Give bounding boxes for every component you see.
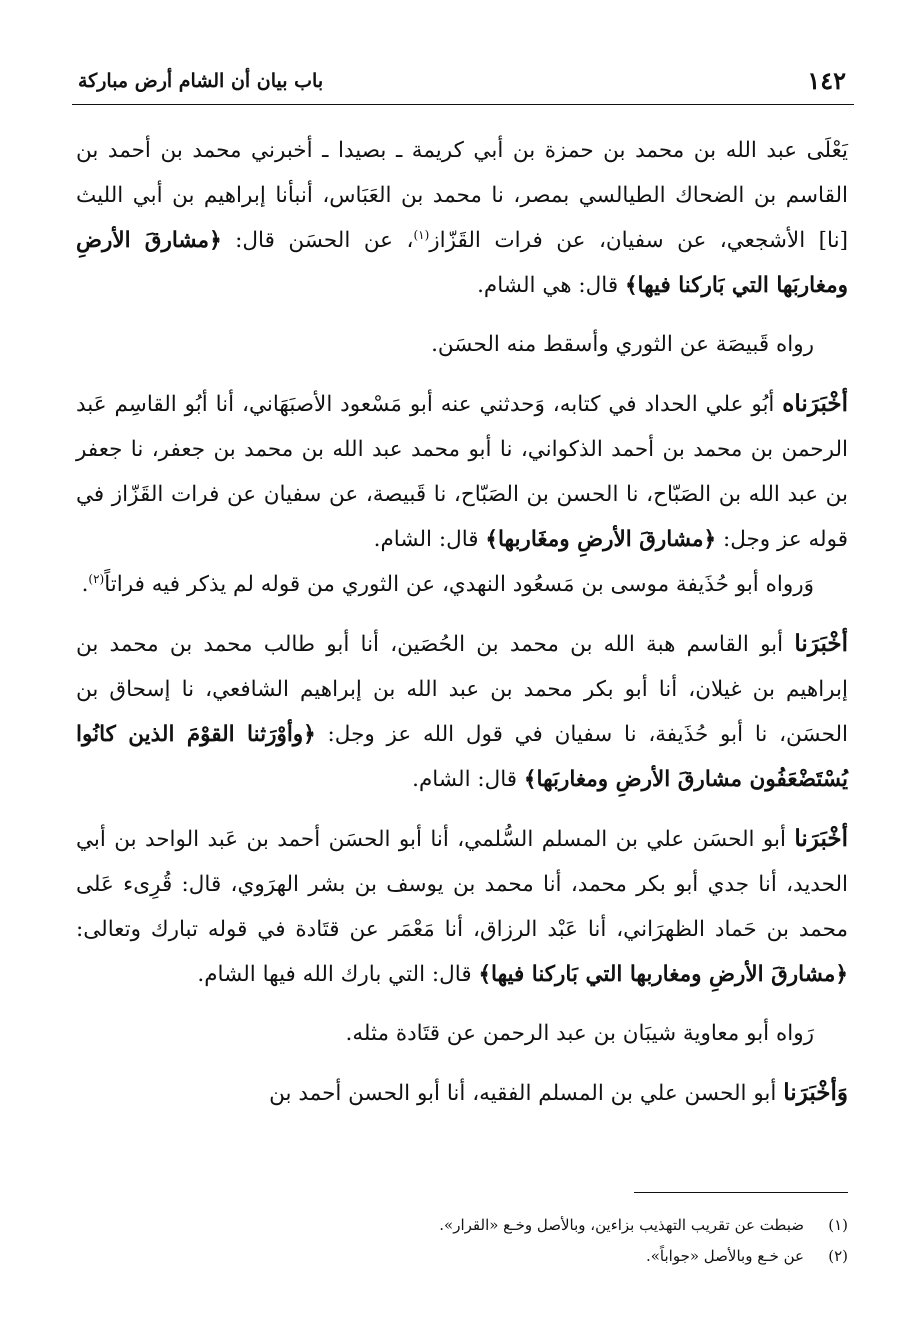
- page-header: [72, 62, 854, 105]
- text-segment: يَعْلَى عبد الله بن محمد بن حمزة بن أبي كريمة ـ بصيدا ـ أخبرني محمد بن أحمد بن القاسم بن الضحاك الطيالسي بمصر، نا محمد بن العَبَاس، أنبأنا إبراهيم بن أبي الليث [نا] الأشجعي، عن سفيان، عن فرات القَزّاز: [76, 138, 848, 253]
- quran-quote: ﴿مشارقَ الأرضِ ومغاربَها التي بَاركنا فيها﴾: [76, 228, 848, 298]
- paragraph-2: رواه قَبيصَة عن الثوري وأسقط منه الحسَن.: [431, 332, 814, 357]
- narration-lead: أخْبَرَناه: [782, 390, 848, 417]
- page-number: ١٤٢: [807, 66, 846, 95]
- text-segment: قال: الشام.: [412, 767, 524, 792]
- text-segment: قال: الشام.: [373, 527, 486, 552]
- main-text: [76, 128, 848, 1116]
- footnotes: [76, 1210, 848, 1272]
- running-title: باب بيان أن الشام أرض مباركة: [78, 70, 324, 92]
- footnote-text: ضبطت عن تقريب التهذيب بزاءين، وبالأصل وخـع «القرار».: [439, 1216, 804, 1234]
- quran-quote: ﴿وأوْرَثنا القوْمَ الذين كانُوا يُسْتَضْعَفُون مشارقَ الأرضِ ومغاربَها﴾: [76, 722, 848, 792]
- footnote-text: عن خـع وبالأصل «جواباً».: [645, 1247, 804, 1265]
- paragraph-7: رَواه أبو معاوية شيبَان بن عبد الرحمن عن قتَادة مثله.: [345, 1021, 814, 1046]
- paragraph-5: [76, 621, 848, 802]
- footnote-divider: [634, 1192, 848, 1193]
- text-segment: قال: التي بارك الله فيها الشام.: [197, 962, 479, 987]
- narration-lead: أخْبَرَنا: [794, 630, 848, 657]
- paragraph-8: [76, 1070, 848, 1116]
- text-segment: أبُو علي الحداد في كتابه، وَحدثني عنه أبو مَسْعود الأصبَهَاني، أنا أبُو القاسِم عَبد الرحمن بن محمد بن أحمد الذكواني، نا أبو محمد عبد الله بن محمد بن جعفر، نا جعفر بن عبد الله بن الصَبّاح، نا الحسن بن الصَبّاح، نا قَبيصة، عن سفيان عن فرات القَزّاز في قوله عز وجل:: [76, 392, 848, 552]
- text-segment: قال: هي الشام.: [477, 273, 625, 298]
- footnote-ref-2[interactable]: (٢): [88, 571, 105, 586]
- text-segment: .: [81, 572, 89, 597]
- paragraph-6: [76, 816, 848, 997]
- paragraph-1: [76, 128, 848, 308]
- footnote-ref-1[interactable]: (١): [413, 227, 430, 242]
- footnote-1: [76, 1210, 848, 1241]
- text-segment: أبو القاسم هبة الله بن محمد بن الحُصَين، أنا أبو طالب محمد بن محمد بن إبراهيم بن غيلان، أنا أبو بكر محمد بن عبد الله بن إبراهيم الشافعي، نا إسحاق بن الحسَن، نا أبو حُذَيفة، نا سفيان في قول الله عز وجل:: [76, 632, 848, 747]
- paragraph-3: [76, 381, 848, 562]
- paragraph-4: [76, 562, 848, 607]
- text-segment: أبو الحسَن علي بن المسلم السُّلمي، أنا أبو الحسَن أحمد بن عَبد الواحد بن أبي الحديد، أنا جدي أبو بكر محمد، أنا محمد بن يوسف بن بشر الهرَوي، قال: قُرِىء عَلى محمد بن حَماد الظهرَاني، أنا عَبْد الرزاق، أنا مَعْمَر عن قتَادة في قوله تبارك وتعالى:: [76, 827, 848, 942]
- narration-lead: أخْبَرَنا: [794, 825, 848, 852]
- footnote-2: [76, 1241, 848, 1272]
- footnote-number: (١): [828, 1216, 848, 1234]
- footnote-number: (٢): [828, 1247, 848, 1265]
- quran-quote: ﴿مشارقَ الأرضِ ومغَاربها﴾: [485, 527, 717, 552]
- narration-lead: وَأخْبَرَنا: [783, 1079, 848, 1106]
- text-segment: وَرواه أبو حُذَيفة موسى بن مَسعُود النهدي، عن الثوري من قوله لم يذكر فيه فراتاً: [104, 572, 814, 597]
- quran-quote: ﴿مشارقَ الأرضِ ومغاربها التي بَاركنا فيها﴾: [478, 962, 848, 987]
- text-segment: أبو الحسن علي بن المسلم الفقيه، أنا أبو الحسن أحمد بن: [269, 1081, 784, 1106]
- text-segment: ، عن الحسَن قال:: [221, 228, 414, 253]
